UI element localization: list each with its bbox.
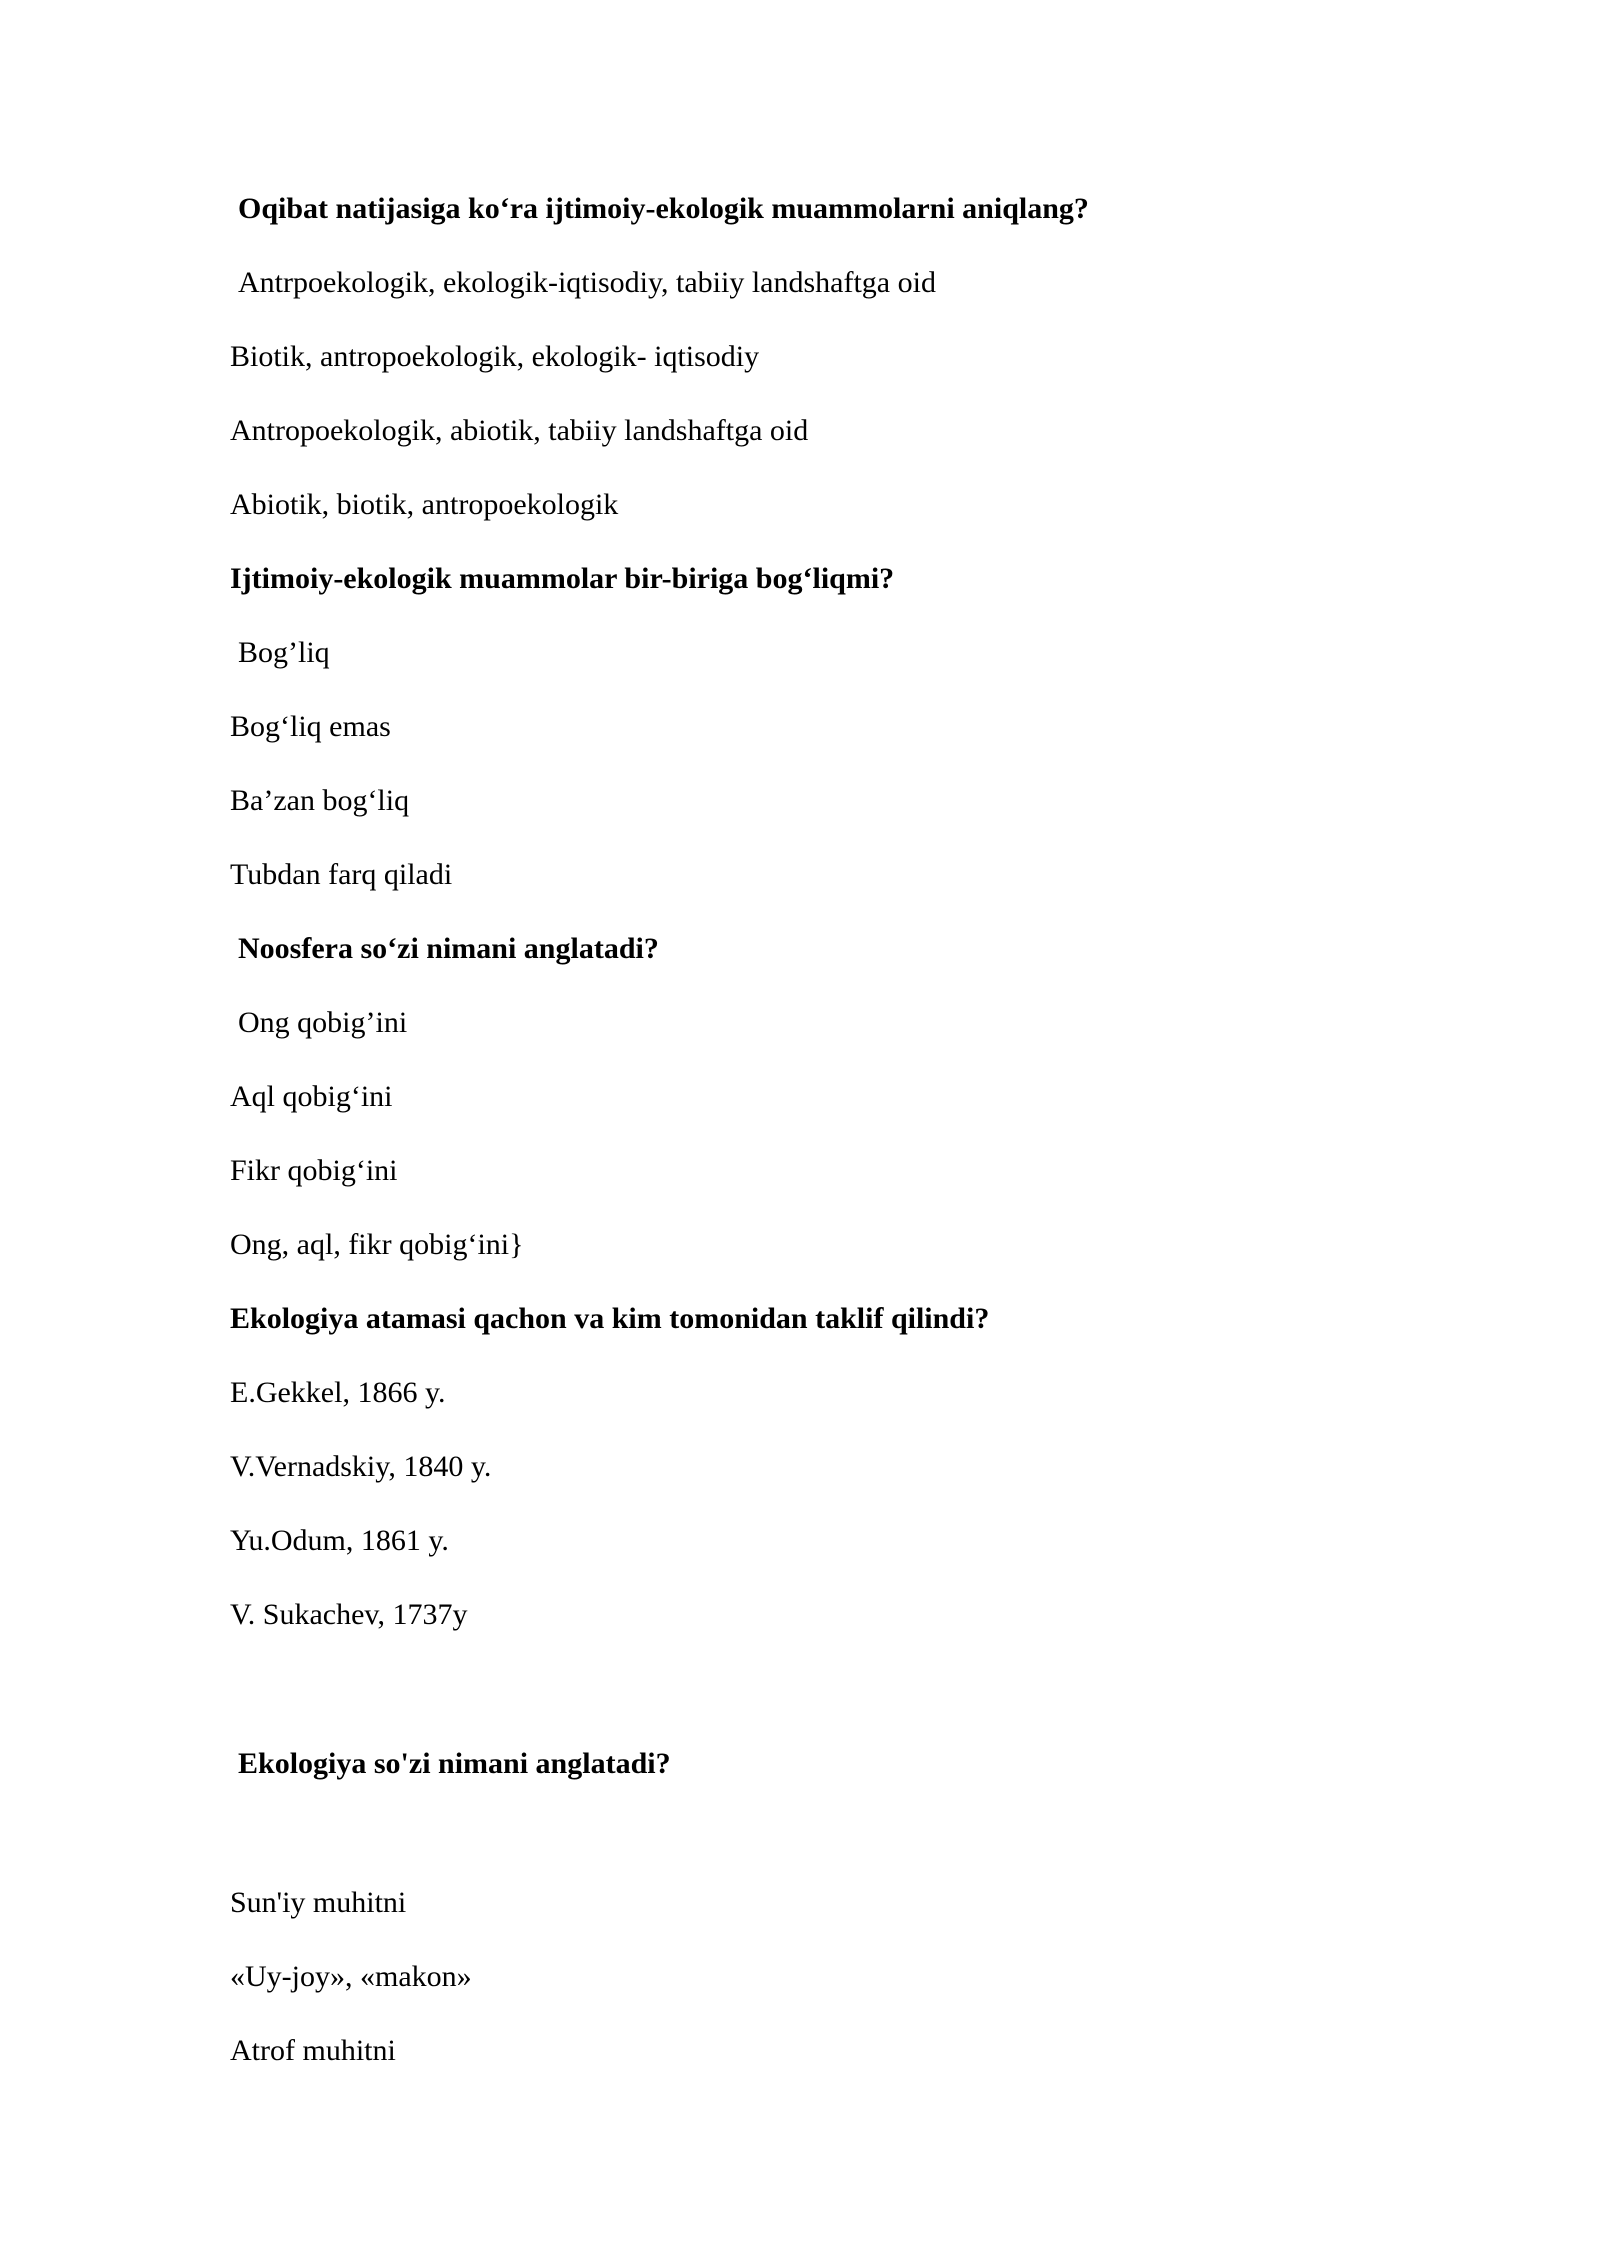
answer-1-4: Abiotik, biotik, antropoekologik [230, 488, 619, 521]
answer-2-1: Bog’liq [238, 636, 330, 669]
question-1: Oqibat natijasiga ko‘ra ijtimoiy-ekologik muammolarni aniqlang? [238, 192, 1089, 225]
answer-3-4: Ong, aql, fikr qobig‘ini} [230, 1228, 524, 1261]
answer-5-3: Atrof muhitni [230, 2034, 396, 2067]
answer-3-3: Fikr qobig‘ini [230, 1154, 398, 1187]
answer-3-2: Aql qobig‘ini [230, 1080, 393, 1113]
answer-5-1: Sun'iy muhitni [230, 1886, 407, 1919]
answer-4-1: E.Gekkel, 1866 y. [230, 1376, 446, 1409]
question-5: Ekologiya so'zi nimani anglatadi? [238, 1747, 671, 1780]
answer-5-2: «Uy-joy», «makon» [230, 1960, 472, 1993]
answer-2-3: Ba’zan bog‘liq [230, 784, 410, 817]
answer-4-3: Yu.Odum, 1861 y. [230, 1524, 449, 1557]
answer-2-4: Tubdan farq qiladi [230, 858, 453, 891]
answer-1-3: Antropoekologik, abiotik, tabiiy landshaftga oid [230, 414, 809, 447]
answer-1-1: Antrpoekologik, ekologik-iqtisodiy, tabiiy landshaftga oid [238, 266, 936, 299]
question-2: Ijtimoiy-ekologik muammolar bir-biriga bog‘liqmi? [230, 562, 895, 595]
answer-2-2: Bog‘liq emas [230, 710, 391, 743]
question-3: Noosfera so‘zi nimani anglatadi? [238, 932, 659, 965]
answer-4-2: V.Vernadskiy, 1840 y. [230, 1450, 492, 1483]
question-4: Ekologiya atamasi qachon va kim tomonidan taklif qilindi? [230, 1302, 990, 1335]
answer-4-4: V. Sukachev, 1737y [230, 1598, 468, 1631]
answer-1-2: Biotik, antropoekologik, ekologik- iqtisodiy [230, 340, 760, 373]
answer-3-1: Ong qobig’ini [238, 1006, 408, 1039]
